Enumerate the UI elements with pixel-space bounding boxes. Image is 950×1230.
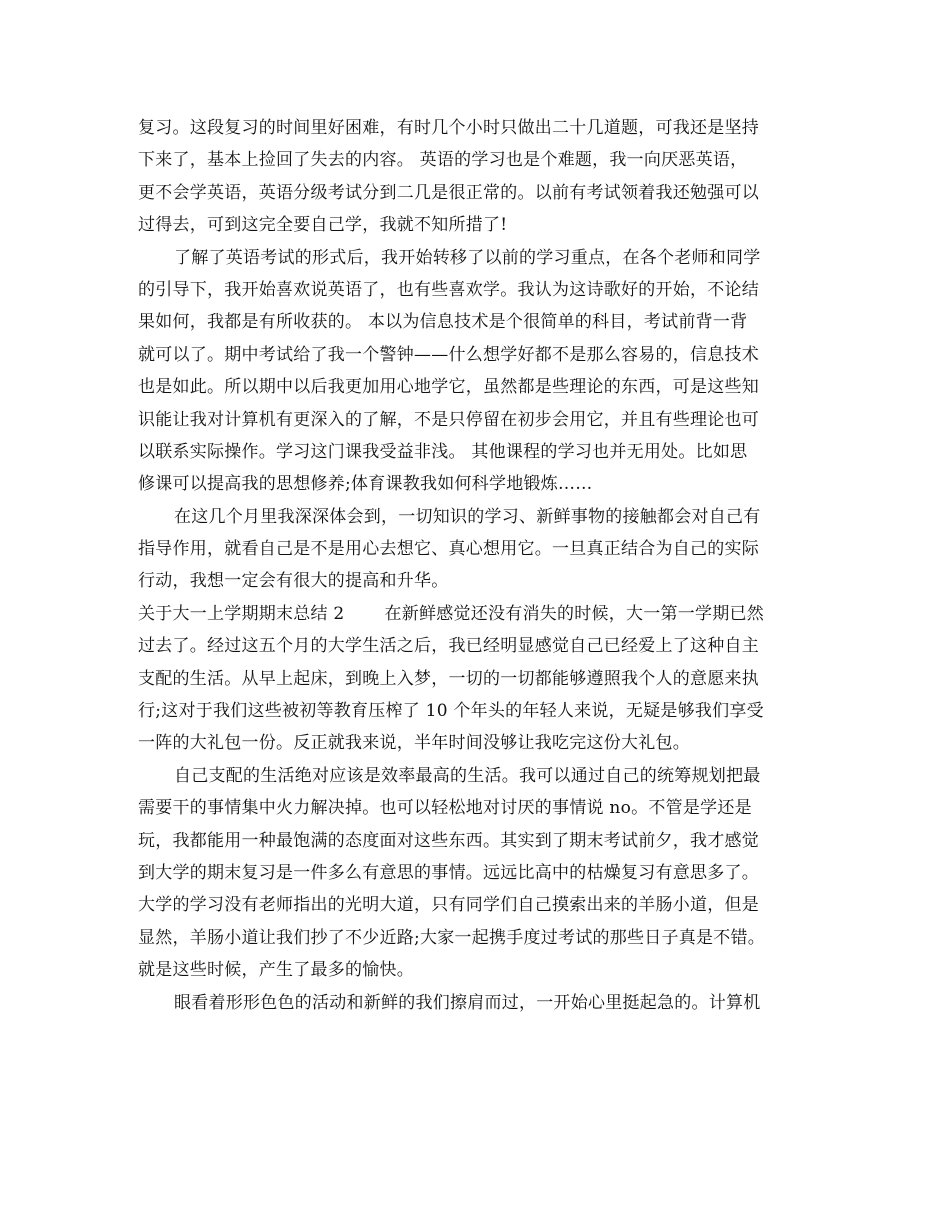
line-text: 眼看着形形色色的活动和新鲜的我们擦肩而过，一开始心里挺起急的。计算机: [174, 992, 761, 1013]
line-text: 修课可以提高我的思想修养;体育课教我如何科学地锻炼……: [138, 474, 593, 495]
line-text: 过去了。经过这五个月的大学生活之后，我已经明显感觉自己已经爱上了这种自主: [138, 636, 759, 657]
text-line: [138, 954, 828, 986]
text-line: [138, 760, 828, 792]
line-text: 显然，羊肠小道让我们抄了不少近路;大家一起携手度过考试的那些日子真是不错。: [138, 927, 765, 948]
line-text: 在这几个月里我深深体会到，一切知识的学习、新鲜事物的接触都会对自己有: [174, 506, 761, 527]
line-text: 下来了，基本上捡回了失去的内容。 英语的学习也是个难题，我一向厌恶英语，: [138, 150, 748, 171]
text-line: [138, 598, 828, 630]
line-text: 也是如此。所以期中以后我更加用心地学它，虽然都是些理论的东西，可是这些知: [138, 377, 759, 398]
line-text-tail: 在新鲜感觉还没有消失的时候，大一第一学期已然: [384, 603, 764, 624]
text-line: [138, 857, 828, 889]
text-line: [138, 177, 828, 209]
line-text: 就可以了。期中考试给了我一个警钟——什么想学好都不是那么容易的，信息技术: [138, 344, 759, 365]
text-line: [138, 112, 828, 144]
text-line: [138, 209, 828, 241]
line-text: 一阵的大礼包一份。反正就我来说，半年时间没够让我吃完这份大礼包。: [138, 733, 690, 754]
document-body: [138, 112, 828, 1019]
line-text: 大学的学习没有老师指出的光明大道，只有同学们自己摸索出来的羊肠小道，但是: [138, 895, 759, 916]
text-line: [138, 987, 828, 1019]
line-text: 行动，我想一定会有很大的提高和升华。: [138, 571, 449, 592]
text-line: [138, 436, 828, 468]
text-line: [138, 371, 828, 403]
text-line: [138, 501, 828, 533]
text-line: [138, 630, 828, 662]
line-text: 指导作用，就看自己是不是用心去想它、真心想用它。一旦真正结合为自己的实际: [138, 539, 759, 560]
line-text: 以联系实际操作。学习这门课我受益非浅。 其他课程的学习也并无用处。比如思: [138, 441, 748, 462]
line-text: 玩，我都能用一种最饱满的态度面对这些东西。其实到了期末考试前夕，我才感觉: [138, 830, 759, 851]
line-text: 果如何，我都是有所收获的。 本以为信息技术是个很简单的科目，考试前背一背: [138, 312, 748, 333]
text-line: [138, 663, 828, 695]
text-line: [138, 144, 828, 176]
line-text: 关于大一上学期期末总结 2: [138, 603, 345, 624]
text-line: [138, 825, 828, 857]
text-line: [138, 889, 828, 921]
line-text: 识能让我对计算机有更深入的了解，不是只停留在初步会用它，并且有些理论也可: [138, 409, 759, 430]
line-text: 过得去，可到这完全要自己学，我就不知所措了!: [138, 215, 508, 236]
line-text: 到大学的期末复习是一件多么有意思的事情。远远比高中的枯燥复习有意思多了。: [138, 862, 759, 883]
text-line: [138, 306, 828, 338]
text-line: [138, 339, 828, 371]
line-text: 行;这对于我们这些被初等教育压榨了 10 个年头的年轻人来说，无疑是够我们享受: [138, 701, 764, 722]
line-text: 的引导下，我开始喜欢说英语了，也有些喜欢学。我认为这诗歌好的开始，不论结: [138, 279, 759, 300]
line-text: 支配的生活。从早上起床，到晚上入梦，一切的一切都能够遵照我个人的意愿来执: [138, 668, 759, 689]
text-line: [138, 922, 828, 954]
line-text: 自己支配的生活绝对应该是效率最高的生活。我可以通过自己的统筹规划把最: [174, 765, 761, 786]
text-line: [138, 274, 828, 306]
text-line: [138, 727, 828, 759]
line-text: 就是这些时候，产生了最多的愉快。: [138, 960, 414, 981]
line-text: 了解了英语考试的形式后，我开始转移了以前的学习重点，在各个老师和同学: [174, 247, 761, 268]
text-line: [138, 792, 828, 824]
line-text: 更不会学英语，英语分级考试分到二几是很正常的。以前有考试领着我还勉强可以: [138, 182, 759, 203]
text-line: [138, 404, 828, 436]
line-text: 复习。这段复习的时间里好困难，有时几个小时只做出二十几道题，可我还是坚持: [138, 118, 759, 138]
text-line: [138, 533, 828, 565]
text-line: [138, 695, 828, 727]
text-line: [138, 565, 828, 597]
line-text: 需要干的事情集中火力解决掉。也可以轻松地对讨厌的事情说 no。不管是学还是: [138, 798, 752, 819]
text-line: [138, 242, 828, 274]
text-line: [138, 468, 828, 500]
